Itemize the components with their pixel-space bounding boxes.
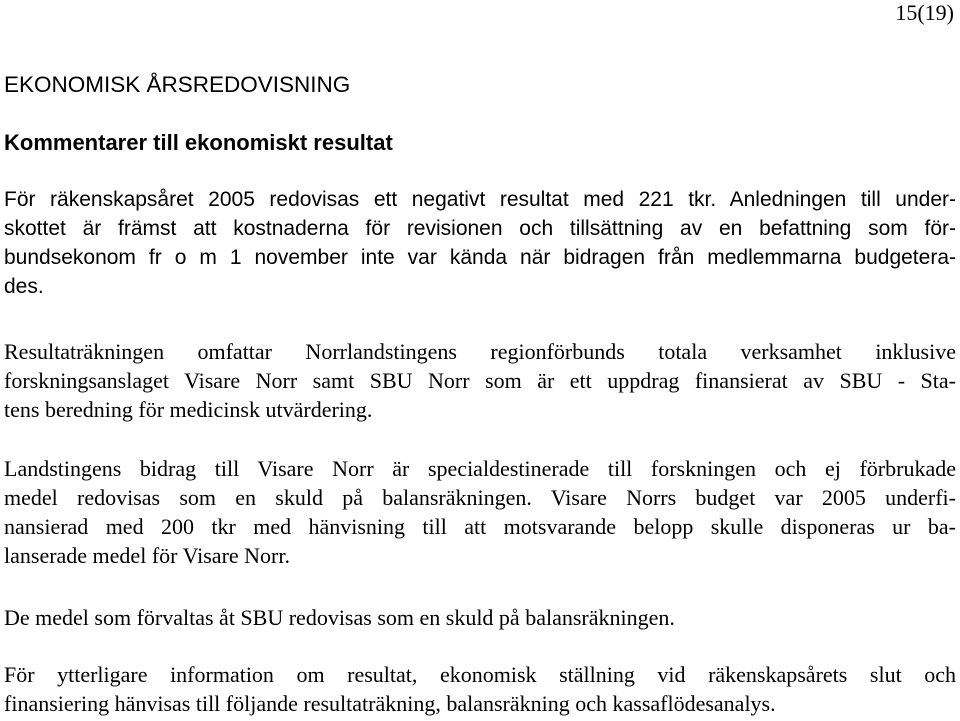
text-line: nansierad med 200 tkr med hänvisning till att motsvarande belopp skulle disponeras ur ba- bbox=[4, 514, 956, 539]
text-line: medel redovisas som en skuld på balansräkningen. Visare Norrs budget var 2005 underfi- bbox=[4, 485, 956, 510]
text-line: forskningsanslaget Visare Norr samt SBU Norr som är ett uppdrag finansierat av SBU - Sta- bbox=[4, 368, 956, 393]
section-heading: EKONOMISK ÅRSREDOVISNING bbox=[4, 72, 351, 97]
text-line: des. bbox=[4, 275, 44, 298]
text-line: För ytterligare information om resultat, ekonomisk ställning vid räkenskapsårets slut och bbox=[4, 662, 956, 687]
paragraph-result-summary bbox=[4, 185, 956, 301]
paragraph-income-statement-scope bbox=[4, 337, 956, 424]
text-line: finansiering hänvisas till följande resultaträkning, balansräkning och kassaflödesanalys. bbox=[4, 691, 776, 716]
text-line: skottet är främst att kostnaderna för revisionen och tillsättning av en befattning som för- bbox=[4, 217, 956, 240]
text-line: Resultaträkningen omfattar Norrlandstingens regionförbunds totala verksamhet inklusive bbox=[4, 339, 956, 364]
paragraph-further-information bbox=[4, 660, 956, 718]
paragraph-sbu-funds bbox=[4, 603, 956, 632]
paragraph-visare-norr-funding bbox=[4, 454, 956, 570]
page-number: 15(19) bbox=[895, 0, 954, 25]
section-subheading: Kommentarer till ekonomiskt resultat bbox=[4, 130, 393, 155]
text-line: tens beredning för medicinsk utvärdering. bbox=[4, 397, 373, 422]
text-line: För räkenskapsåret 2005 redovisas ett negativt resultat med 221 tkr. Anledningen till under- bbox=[4, 188, 956, 211]
text-line: De medel som förvaltas åt SBU redovisas som en skuld på balansräkningen. bbox=[4, 605, 675, 630]
text-line: lanserade medel för Visare Norr. bbox=[4, 543, 290, 568]
text-line: bundsekonom fr o m 1 november inte var kända när bidragen från medlemmarna budgetera- bbox=[4, 246, 956, 269]
text-line: Landstingens bidrag till Visare Norr är specialdestinerade till forskningen och ej förbrukade bbox=[4, 456, 956, 481]
